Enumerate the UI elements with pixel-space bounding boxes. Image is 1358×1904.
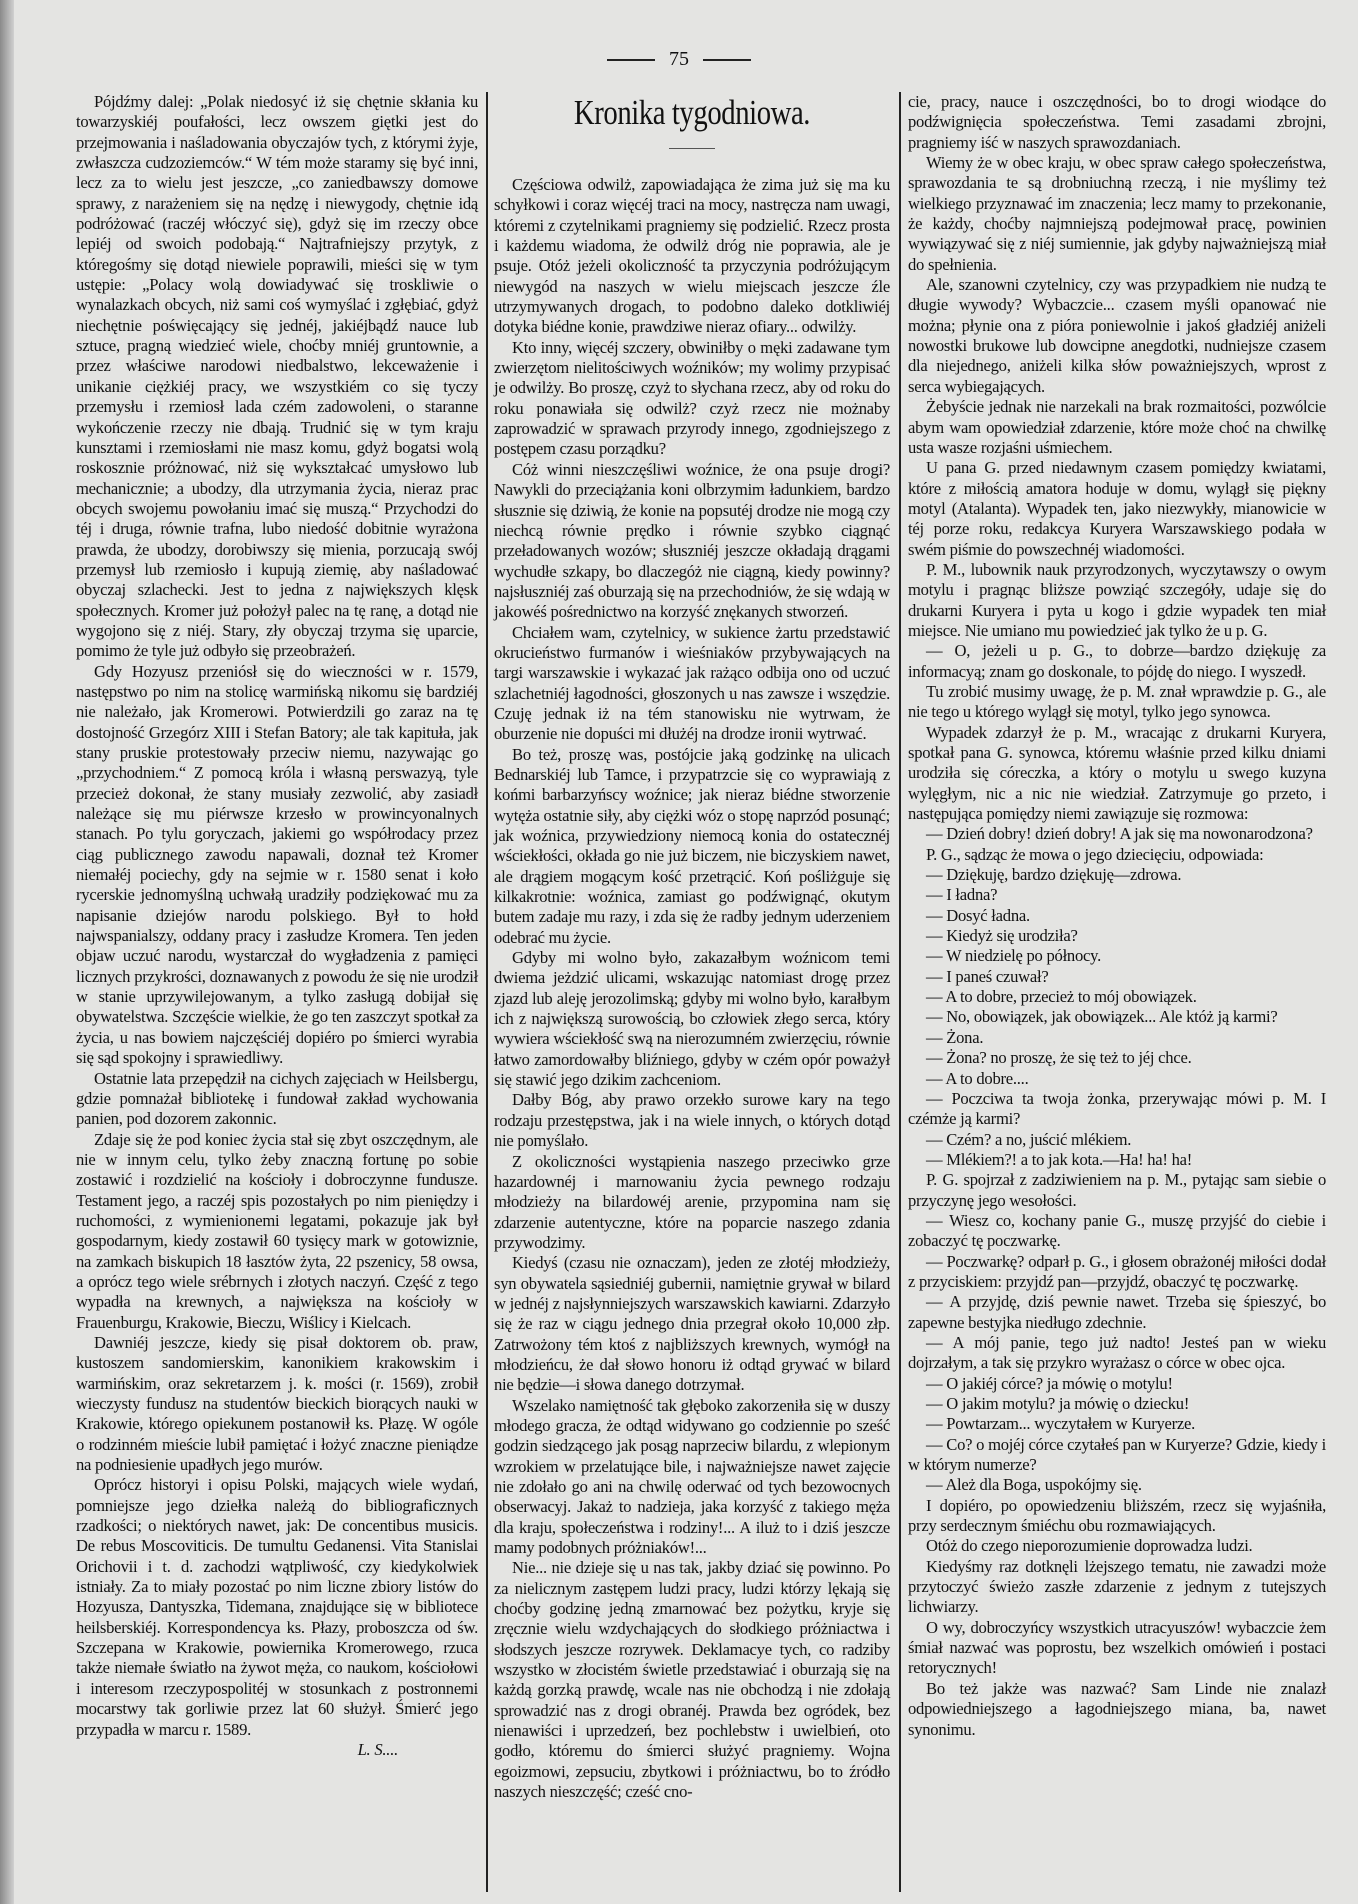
paragraph: — Ależ dla Boga, uspokójmy się. <box>926 1475 1142 1495</box>
paragraph: — Dzień dobry! dzień dobry! A jak się ma nowonarodzona? <box>926 824 1313 844</box>
paragraph: — A to dobre.... <box>926 1068 1029 1088</box>
paragraph: — O, jeżeli u p. G., to dobrze—bardzo dziękuję za informacyą; znam go doskonale, to pójdę do niego. I wyszedł. <box>908 641 1326 681</box>
paragraph: Żebyście jednak nie narzekali na brak rozmaitości, pozwólcie abym wam opowiedział zdarzenie, które może choć na chwilkę usta wasze rozjaśni uśmiechem. <box>908 397 1326 457</box>
page-header <box>0 48 1358 71</box>
paragraph: — Kiedyż się urodziła? <box>926 926 1078 946</box>
paragraph: O wy, dobroczyńcy wszystkich utracyuszów! wybaczcie żem śmiał nazwać was poprostu, bez wszelkich omówień i postaci retorycznych! <box>908 1617 1326 1678</box>
paragraph: Wszelako namiętność tak głęboko zakorzeniła się w duszy młodego gracza, że odtąd widywano go codziennie po sześć godzin siedzącego jak posąg naprzeciw bilardu, z wlepionym wzrokiem w przelatujące bile, i najważniejsze nawet zajęcie nie zdołało go ani na chwilę oderwać od tych bezowocnych obserwacyj. Jakaż to nadzieja, jaka korzyść z takiego męża dla kraju, społeczeństwa i rodziny!... A iluż to i dziś jeszcze mamy podobnych próżniaków!... <box>494 1395 890 1558</box>
paragraph: — A to dobre, przecież to mój obowiązek. <box>926 987 1197 1007</box>
article-signature: L. S.... <box>357 1739 398 1759</box>
paragraph: Chciałem wam, czytelnicy, w sukience żartu przedstawić okrucieństwo furmanów i wieśniaków przybywających na targi warszawskie i wykazać jak rażąco odbija ono od uczuć szlachetniéj łagodności, głoszonych u nas zawsze i wszędzie. Czuję jednak iż na tém stanowisku nie wytrwam, że oburzenie nie dopuści mi dłużéj na drodze ironii wytrwać. <box>494 622 890 744</box>
paragraph: I dopiéro, po opowiedzeniu bliższém, rzecz się wyjaśniła, przy serdecznym śmiéchu obu rozmawiających. <box>908 1495 1326 1536</box>
paragraph: Gdy Hozyusz przeniósł się do wieczności w r. 1579, następstwo po nim na stolicę warmińską nikomu się bardziéj nie należało, jak Kromerowi. Potwierdzili go zaraz na tę dostojność Grzegórz XIII i Stefan Batory; ale tak kapituła, jak stany pruskie protestowały przeciw niemu, nazywając go „przychodniem.“ Z pomocą króla i własną perswazyą, tyle przecież dokonał, że stany musiały zezwolić, aby zasiadł należące się mu piérwsze krzesło w prowincyonalnych stanach. Po tylu goryczach, jakiemi go współrodacy przez ciąg publicznego zawodu napawali, doznał też Kromer niemałéj pociechy, gdy na sejmie w r. 1580 senat i koło rycerskie jednomyślną uchwałą uradziły podziękować mu za napisanie dziejów narodu polskiego. Był to hołd najwspanialszy, oddany pracy i zasłudze Kromera. Ten jeden objaw uczuć narodu, wystarczał do wygładzenia z pamięci licznych przykrości, doznawanych z powodu że się nie urodził w stanie uprzywilejowanym, a tylko zasługą dobijał się obywatelstwa. Szczęście wielkie, że go ten zaszczyt spotkał za życia, u nas bowiem najczęściéj dopiéro po śmierci wyrabia się sąd spokojny i sprawiedliwy. <box>76 661 478 1068</box>
paragraph: Z okoliczności wystąpienia naszego przeciwko grze hazardownéj i marnowaniu życia pewnego rodzaju młodzieży na bilardowéj arenie, przypomina nam się zdarzenie autentyczne, które na poparcie naszego zdania przywodzimy. <box>494 1151 890 1252</box>
paragraph: Otóż do czego nieporozumienie doprowadza ludzi. <box>926 1536 1253 1556</box>
continuation-paragraph: cie, pracy, nauce i oszczędności, bo to drogi wiodące do podźwignięcia społeczeństwa. Temi zasadami zbrojni, pragniemy iść w naszych sprawozdaniach. <box>908 92 1326 152</box>
paragraph: — Poczwarkę? odparł p. G., i głosem obrażonéj miłości dodał z przyciskiem: przyjdź pan—przyjdź, obaczyć tę poczwarkę. <box>908 1251 1326 1291</box>
chronicle-continued-body <box>908 153 1326 1740</box>
paragraph: — Dziękuję, bardzo dziękuję—zdrowa. <box>926 865 1182 885</box>
paragraph: Bo też jakże was nazwać? Sam Linde nie znalazł odpowiedniejszego a łagodniejszego miana, ba, nawet synonimu. <box>908 1678 1326 1739</box>
column-rule-right <box>899 92 901 1892</box>
chronicle-title: Kronika tygodniowa. <box>573 93 811 132</box>
paragraph: — Wiesz co, kochany panie G., muszę przyjść do ciebie i zobaczyć tę poczwarkę. <box>908 1210 1326 1251</box>
paragraph: — I paneś czuwał? <box>926 966 1049 986</box>
header-rule-right <box>703 59 751 61</box>
paragraph: Dałby Bóg, aby prawo orzekło surowe kary na tego rodzaju przestępstwa, jak i na wiele innych, o których dotąd nie pomyślało. <box>494 1090 890 1151</box>
paragraph: Dawniéj jeszcze, kiedy się pisał doktorem ob. praw, kustoszem sandomierskim, kanonikiem krakowskim i warmińskim, oraz sekretarzem j. k. mości (r. 1569), zrobił wieczysty fundusz na studentów bieckich biorących nauki w Krakowie, którego opiekunem postanowił ks. Płazę. W ogóle o rodzinném mieście lubił pamiętać i łożyć znaczne pieniądze na podniesienie upadłych jego murów. <box>76 1332 478 1475</box>
paragraph: — Powtarzam... wyczytałem w Kuryerze. <box>926 1414 1196 1434</box>
paragraph: Wypadek zdarzył że p. M., wracając z drukarni Kuryera, spotkał pana G. synowca, któremu właśnie przed kilku dniami urodziła się córeczka, a który o motylu u swego kuzyna wylęgłym, nic a nic nie wiedział. Zatrzymuje go przeto, i następująca pomiędzy niemi zawiązuje się rozmowa: <box>908 722 1326 824</box>
page-number: 75 <box>669 48 689 70</box>
paragraph: — Mlékiem?! a to jak kota.—Ha! ha! ha! <box>926 1149 1193 1169</box>
paragraph: — Poczciwa ta twoja żonka, przerywając mówi p. M. I czémże ją karmi? <box>908 1088 1326 1129</box>
paragraph: Kto inny, więcéj szczery, obwiniłby o męki zadawane tym zwierzętom nielitościwych woźników; my wolimy przypisać je odwilży. Bo proszę, czyż to słychana rzecz, aby od roku do roku ponawiała się odwilż? czyż rzecz nie możnaby zaprowadzić w sprawach przyrody innego, zgodniejszego z postępem czasu porządku? <box>494 337 890 459</box>
paragraph: Częściowa odwilż, zapowiadająca że zima już się ma ku schyłkowi i coraz więcéj traci na mocy, nastręcza nam uwagi, któremi z czytelnikami pragniemy się podzielić. Rzecz prosta i każdemu wiadoma, że odwilż dróg nie poprawia, ale je psuje. Otóż jeżeli okoliczność ta przyczynia podróżującym niewygód na naszych w wielu miejscach jeszcze źle utrzymywanych drogach, to podobno daleko dotkliwiéj dotyka biédne konie, prawdziwe nieraz ofiary... odwilży. <box>494 175 890 337</box>
column-right-chronicle-continued <box>908 92 1326 1740</box>
paragraph: Kiedyś (czasu nie oznaczam), jeden ze złotéj młodzieży, syn obywatela sąsiedniéj gubernii, namiętnie grywał w bilard w jednéj z najsłynniejszych warszawskich kawiarni. Zdarzyło się że raz w ciągu jednego dnia przegrał około 10,000 złp. Zatrwożony tém ktoś z najbliższych krewnych, wymógł na młodzieńcu, że dał słowo honoru iż odtąd grywać w bilard nie będzie—i słowa danego dotrzymał. <box>494 1253 890 1395</box>
title-rule <box>669 148 715 149</box>
paragraph: Gdyby mi wolno było, zakazałbym woźnicom temi dwiema jeżdzić ulicami, wskazując natomiast drogę przez zjazd lub aleję jerozolimską; gdyby mi wolno było, karałbym ich z największą surowością, bo człowiek złego serca, który wywiera wściekłość swą na nierozumném zwierzęciu, równie łatwo zamordowałby bliźniego, gdyby w czém opór poważył się stawić jego dzikim zachceniom. <box>494 948 890 1090</box>
paragraph: P. M., lubownik nauk przyrodzonych, wyczytawszy o owym motylu i pragnąc bliższe powziąć szczegóły, udaje się do drukarni Kuryera i pyta u kogo i gdzie wypadek ten miał miejsce. Nie umiano mu powiedzieć jak tylko że u p. G. <box>908 559 1326 640</box>
chronicle-body <box>494 175 890 1803</box>
paragraph: — No, obowiązek, jak obowiązek... Ale któż ją karmi? <box>926 1007 1278 1027</box>
paragraph: Nie... nie dzieje się u nas tak, jakby dziać się powinno. Po za nielicznym zastępem ludzi pracy, ludzi którzy lękają się choćby godzinę jedną zmarnować bez pożytku, kryje się zręcznie wielu wzdychających do słodkiego próżniactwa i słodszych jeszcze rozrywek. Deklamacye tych, co radziby wszystko w złocistém świetle przedstawiać i oburzają się na każdą gorzką prawdę, wcale nas nie obchodzą i nie zdołają sprowadzić nas z drogi obranéj. Prawda bez ogródek, bez nienawiści i uprzedzeń, bez pochlebstw i uwielbień, oto godło, któremu do śmierci służyć pragniemy. Wojna egoizmowi, zepsuciu, zbytkowi i próżniactwu, bo to źródło naszych nieszczęść; cześć cno- <box>494 1558 890 1802</box>
paragraph: — Żona? no proszę, że się też to jéj chce. <box>926 1048 1192 1068</box>
paragraph: — Co? o mojéj córce czytałeś pan w Kuryerze? Gdzie, kiedy i w którym numerze? <box>908 1434 1326 1475</box>
paragraph: Zdaje się że pod koniec życia stał się zbyt oszczędnym, ale nie w innym celu, tylko żeby znaczną fortunę po sobie zostawić i rozdzielić na kościoły i dobroczynne fundusze. Testament jego, a raczéj spis pozostałych po nim pieniędzy i ruchomości, z wymienionemi legatami, pokazuje jak był gospodarnym, kiedy zostawił 60 tysięcy mark w gotowiznie, na zamkach biskupich 18 łasztów żyta, 22 pszenicy, 58 owsa, a oprócz tego wiele srébrnych i złotych naczyń. Część z tego wypadła na krewnych, a największa na kościoły w Frauenburgu, Krakowie, Bieczu, Wiślicy i Kielcach. <box>76 1129 478 1332</box>
paragraph: Ostatnie lata przepędził na cichych zajęciach w Heilsbergu, gdzie pomnażał bibliotekę i fundował zakład wychowania panien, pod dozorem zakonnic. <box>76 1068 478 1129</box>
page-edge-shadow <box>0 0 14 1904</box>
paragraph: — Dosyć ładna. <box>926 905 1030 925</box>
paragraph: — W niedzielę po północy. <box>926 946 1102 966</box>
paragraph: Pójdźmy dalej: „Polak niedosyć iż się chętnie skłania ku towarzyskiéj poufałości, lecz owszem giętki jest do przejmowania i naśladowania obyczajów tych, z którymi żyje, zwłaszcza cudzoziemców.“ W tém może staramy się być inni, lecz za to wielu jest jeszcze, „co zaniedbawszy domowe sprawy, z narażeniem się na nędzę i niewygody, chętnie idą podróżować (raczéj włóczyć się), gdyż się im rzeczy obce lepiéj od swoich podobają.“ Najtrafniejszy przytyk, z któregośmy się dotąd niewiele poprawili, mieści się w tym ustępie: „Polacy wolą dowiadywać się troskliwie o wynalazkach obcych, niż sami coś wymyślać i zgłębiać, gdyż niechętnie poświęcający się jednéj, jakiéjbądź nauce lub sztuce, pragną wiedzieć wiele, choćby mniéj gruntownie, a przez właściwe narodowi niedbalstwo, lekceważenie i unikanie ciężkiéj pracy, we wszystkiém co się tyczy przemysłu i rzemiosł lada czém zadowoleni, o staranne wykończenie rzeczy nie dbają. Trudnić się w tym kraju kunsztami i rzemiosłami nie masz komu, gdyż bogatsi wolą roskosznie próżnować, niż się wykształcać umysłowo lub mechanicznie; a ubodzy, dla utrzymania życia, nieraz prac obcych swojemu powołaniu imać się muszą.“ Przychodzi do téj i druga, równie trafna, lubo niedość dobitnie wyrażona prawda, że ubodzy, dorobiwszy się mienia, porzucają swój przemysł lub rzemiosło i kupują ziemię, aby naśladować obyczaj szlachecki. Jest to jedna z największych klęsk społecznych. Kromer już położył palec na tę ranę, a dotąd nie wygojono się z niéj. Stary, zły obyczaj trzyma się uparcie, pomimo że tyle już odbyło się przeobrażeń. <box>76 92 478 661</box>
paragraph: — A mój panie, tego już nadto! Jesteś pan w wieku dojrzałym, a tak się przykro wyrażasz o córce w obec ojca. <box>908 1332 1326 1373</box>
column-left-article <box>76 92 478 1760</box>
paragraph: — O jakiéj córce? ja mówię o motylu! <box>926 1373 1173 1393</box>
column-middle-chronicle <box>494 92 890 1803</box>
paragraph: Cóż winni nieszczęśliwi woźnice, że ona psuje drogi? Nawykli do przeciążania koni olbrzymim ładunkiem, bardzo słusznie się dziwią, że konie na popsutéj drodze nie mogą czy niechcą równie prędko i równie szybko ciągnąć przeładowanych wozów; słuszniéj jeszcze okładają drągami wychudłe szkapy, bo dlaczegóż nie ciągną, kiedy powinny? najsłuszniéj zaś oburzają się na przechodniów, że się wdają w jakowéś pośrednictwo na korzyść znękanych stworzeń. <box>494 459 890 622</box>
paragraph: Wiemy że w obec kraju, w obec spraw całego społeczeństwa, sprawozdania te są drobniuchną rzeczą, i nie myślimy też wielkiego przyznawać im znaczenia; lecz mamy to przekonanie, że każdy, choćby najmniejszą podejmował pracę, powinien wywiązywać się z niéj sumiennie, jak gdyby najważniejszą miał do spełnienia. <box>908 153 1326 274</box>
paragraph: P. G., sądząc że mowa o jego dziecięciu, odpowiada: <box>926 844 1264 864</box>
column-rule-left <box>486 92 488 1892</box>
paragraph: P. G. spojrzał z zadziwieniem na p. M., pytając sam siebie o przyczynę jego wesołości. <box>908 1170 1326 1210</box>
paragraph: — A przyjdę, dziś pewnie nawet. Trzeba się śpieszyć, bo zapewne bestyjka niedługo zdechnie. <box>908 1292 1326 1332</box>
paragraph: Tu zrobić musimy uwagę, że p. M. znał wprawdzie p. G., ale nie tego u którego wylągł się motyl, tylko jego synowca. <box>908 681 1326 722</box>
paragraph: Oprócz historyi i opisu Polski, mających wiele wydań, pomniejsze jego dziełka należą do bibliograficznych rzadkości; o niektórych nawet, jak: De concentibus musicis. De rebus Moscoviticis. De tumultu Gedanensi. Vita Stanislai Orichovii i t. d. zachodzi wątpliwość, czy kiedykolwiek istniały. Za to miały pozostać po nim liczne zbiory listów do Hozyusza, Dantyszka, Tidemana, znajdujące się w bibliotece heilsberskiéj. Korrespondencya ks. Płazy, proboszcza od św. Szczepana w Krakowie, powiernika Kromerowego, rzuca także niemałe światło na żywot męża, co naukom, kościołowi i interesom rzeczypospolitéj w stosunkach z postronnemi mocarstwy tak gorliwie przez lat 60 służył. Śmierć jego przypadła w marcu r. 1589. <box>76 1475 478 1739</box>
header-rule-left <box>607 59 655 61</box>
paragraph: — O jakim motylu? ja mówię o dziecku! <box>926 1394 1190 1413</box>
paragraph: — I ładna? <box>926 885 998 905</box>
paragraph: — Żona. <box>926 1027 984 1047</box>
left-article-body <box>76 92 478 1740</box>
paragraph: Ale, szanowni czytelnicy, czy was przypadkiem nie nudzą te długie wywody? Wybaczcie... czasem myśli opanować nie można; płynie ona z pióra poniewolnie i jakoś gładziéj aniżeli nowostki brukowe lub dowcipne anegdotki, nudniejsze czasem dla niejednego, aniżeli kilka słów poważniejszych, wprost z serca wybiegających. <box>908 275 1326 396</box>
paragraph: — Czém? a no, juścić mlékiem. <box>926 1129 1132 1149</box>
paragraph: U pana G. przed niedawnym czasem pomiędzy kwiatami, które z miłością amatora hoduje w domu, wylągł się piękny motyl (Atalanta). Wypadek ten, jako niezwykły, mianowicie w téj porze roku, redakcya Kuryera Warszawskiego podała w swém piśmie do powszechnéj wiadomości. <box>908 458 1326 559</box>
paragraph: Kiedyśmy raz dotknęli lżejszego tematu, nie zawadzi może przytoczyć świeżo zaszłe zdarzenie z jednym z tutejszych lichwiarzy. <box>908 1556 1326 1617</box>
paragraph: Bo też, proszę was, postójcie jaką godzinkę na ulicach Bednarskiéj lub Tamce, i przypatrzcie się co wyprawiają z końmi barbarzyńscy woźnice; jak nieraz biédne stworzenie wytęża ostatnie siły, aby ciężki wóz o stopę naprzód posunąć; jak woźnica, przywiedziony niemocą konia do ostatecznéj wściekłości, okłada go nie już biczem, nie biczyskiem nawet, ale drągiem mogącym kość przetrącić. Koń pośliżguje się kilkakrotnie: woźnica, zamiast go podźwignąć, okutym butem zadaje mu razy, i zda się że radby jednym uderzeniem odebrać mu życie. <box>494 744 890 947</box>
